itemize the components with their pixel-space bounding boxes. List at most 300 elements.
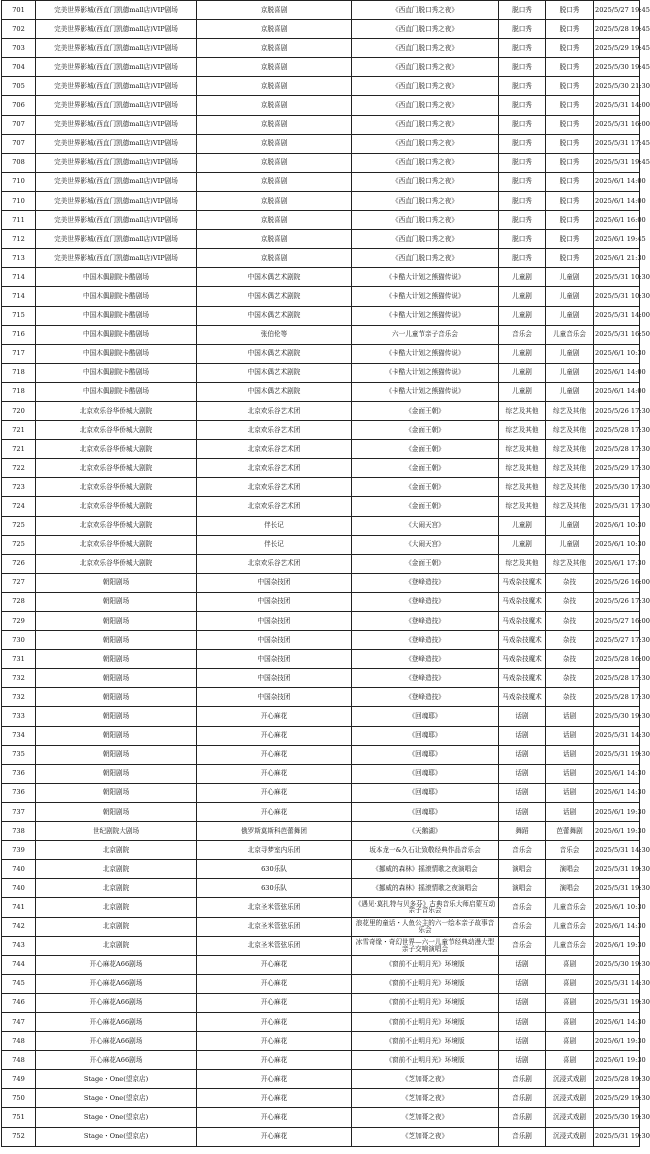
table-row xyxy=(2,39,640,58)
category-cell: 音乐会 xyxy=(499,917,546,936)
company-cell: 中国杂技团 xyxy=(197,573,352,592)
company-cell: 开心麻花 xyxy=(197,1012,352,1031)
title-cell: 《卡酷大计划之熊猫传说》 xyxy=(352,344,499,363)
title-cell: 《西直门脱口秀之夜》 xyxy=(352,96,499,115)
company-cell: 开心麻花 xyxy=(197,764,352,783)
category-cell: 话剧 xyxy=(499,1051,546,1070)
subcategory-cell: 话剧 xyxy=(546,707,594,726)
subcategory-cell: 综艺及其他 xyxy=(546,401,594,420)
datetime-cell: 2025/6/1 17:30 xyxy=(594,554,640,573)
venue-cell: 北京剧院 xyxy=(36,917,197,936)
table-row xyxy=(2,898,640,917)
venue-cell: 北京欢乐谷华侨城大剧院 xyxy=(36,554,197,573)
category-cell: 儿童剧 xyxy=(499,344,546,363)
table-row xyxy=(2,325,640,344)
subcategory-cell: 脱口秀 xyxy=(546,1,594,20)
company-cell: 北京欢乐谷艺术团 xyxy=(197,497,352,516)
datetime-cell: 2025/5/31 14:00 xyxy=(594,306,640,325)
company-cell: 开心麻花 xyxy=(197,1108,352,1127)
category-cell: 话剧 xyxy=(499,745,546,764)
title-cell: 《登峰造技》 xyxy=(352,669,499,688)
subcategory-cell: 儿童剧 xyxy=(546,287,594,306)
venue-cell: 朝阳剧场 xyxy=(36,650,197,669)
venue-cell: 北京欢乐谷华侨城大剧院 xyxy=(36,421,197,440)
title-cell: 《登峰造技》 xyxy=(352,631,499,650)
category-cell: 儿童剧 xyxy=(499,535,546,554)
venue-cell: 完美世界影城(西直门凯德mall店)VIP剧场 xyxy=(36,249,197,268)
subcategory-cell: 儿童剧 xyxy=(546,535,594,554)
title-cell: 《窗前不止明月光》环境版 xyxy=(352,1012,499,1031)
title-cell: 浪花里的童话・人鱼公主的六一绘本亲子故事音乐会 xyxy=(352,917,499,936)
row-number-cell: 745 xyxy=(2,974,36,993)
subcategory-cell: 脱口秀 xyxy=(546,115,594,134)
venue-cell: Stage・One(望京店) xyxy=(36,1127,197,1146)
venue-cell: 开心麻花A66剧场 xyxy=(36,974,197,993)
title-cell: 《大闹天宫》 xyxy=(352,516,499,535)
datetime-cell: 2025/5/30 19:45 xyxy=(594,58,640,77)
category-cell: 马戏杂技魔术 xyxy=(499,612,546,631)
subcategory-cell: 综艺及其他 xyxy=(546,440,594,459)
row-number-cell: 707 xyxy=(2,115,36,134)
table-row xyxy=(2,1127,640,1146)
table-row xyxy=(2,191,640,210)
venue-cell: 中国木偶剧院卡酷剧场 xyxy=(36,325,197,344)
row-number-cell: 708 xyxy=(2,153,36,172)
subcategory-cell: 话剧 xyxy=(546,726,594,745)
row-number-cell: 721 xyxy=(2,421,36,440)
row-number-cell: 737 xyxy=(2,802,36,821)
company-cell: 京脱喜剧 xyxy=(197,58,352,77)
datetime-cell: 2025/5/29 19:45 xyxy=(594,39,640,58)
category-cell: 脱口秀 xyxy=(499,20,546,39)
venue-cell: Stage・One(望京店) xyxy=(36,1089,197,1108)
datetime-cell: 2025/6/1 19:30 xyxy=(594,802,640,821)
category-cell: 脱口秀 xyxy=(499,172,546,191)
row-number-cell: 750 xyxy=(2,1089,36,1108)
table-row xyxy=(2,382,640,401)
datetime-cell: 2025/5/28 17:30 xyxy=(594,688,640,707)
title-cell: 《金面王朝》 xyxy=(352,440,499,459)
category-cell: 脱口秀 xyxy=(499,191,546,210)
company-cell: 京脱喜剧 xyxy=(197,191,352,210)
company-cell: 京脱喜剧 xyxy=(197,1,352,20)
venue-cell: 北京剧院 xyxy=(36,936,197,955)
table-row xyxy=(2,344,640,363)
category-cell: 脱口秀 xyxy=(499,134,546,153)
subcategory-cell: 喜剧 xyxy=(546,955,594,974)
subcategory-cell: 沉浸式戏剧 xyxy=(546,1108,594,1127)
subcategory-cell: 演唱会 xyxy=(546,860,594,879)
row-number-cell: 743 xyxy=(2,936,36,955)
category-cell: 马戏杂技魔术 xyxy=(499,592,546,611)
row-number-cell: 714 xyxy=(2,268,36,287)
table-row xyxy=(2,688,640,707)
venue-cell: 完美世界影城(西直门凯德mall店)VIP剧场 xyxy=(36,172,197,191)
datetime-cell: 2025/6/1 19:30 xyxy=(594,936,640,955)
title-cell: 《窗前不止明月光》环境版 xyxy=(352,993,499,1012)
table-row xyxy=(2,993,640,1012)
subcategory-cell: 脱口秀 xyxy=(546,39,594,58)
table-row xyxy=(2,631,640,650)
table-row xyxy=(2,535,640,554)
table-row xyxy=(2,974,640,993)
category-cell: 脱口秀 xyxy=(499,1,546,20)
company-cell: 中国杂技团 xyxy=(197,688,352,707)
datetime-cell: 2025/5/31 19:45 xyxy=(594,153,640,172)
datetime-cell: 2025/6/1 14:00 xyxy=(594,363,640,382)
row-number-cell: 723 xyxy=(2,478,36,497)
company-cell: 京脱喜剧 xyxy=(197,172,352,191)
subcategory-cell: 喜剧 xyxy=(546,1032,594,1051)
subcategory-cell: 儿童剧 xyxy=(546,363,594,382)
row-number-cell: 752 xyxy=(2,1127,36,1146)
table-row xyxy=(2,783,640,802)
subcategory-cell: 喜剧 xyxy=(546,993,594,1012)
table-row xyxy=(2,478,640,497)
table-row xyxy=(2,650,640,669)
subcategory-cell: 喜剧 xyxy=(546,1012,594,1031)
venue-cell: 完美世界影城(西直门凯德mall店)VIP剧场 xyxy=(36,191,197,210)
venue-cell: 北京欢乐谷华侨城大剧院 xyxy=(36,535,197,554)
title-cell: 《金面王朝》 xyxy=(352,478,499,497)
datetime-cell: 2025/5/27 17:30 xyxy=(594,631,640,650)
company-cell: 开心麻花 xyxy=(197,993,352,1012)
venue-cell: 世纪剧院大剧场 xyxy=(36,822,197,841)
table-row xyxy=(2,115,640,134)
company-cell: 京脱喜剧 xyxy=(197,249,352,268)
row-number-cell: 718 xyxy=(2,363,36,382)
venue-cell: 完美世界影城(西直门凯德mall店)VIP剧场 xyxy=(36,58,197,77)
venue-cell: 朝阳剧场 xyxy=(36,802,197,821)
subcategory-cell: 喜剧 xyxy=(546,1051,594,1070)
company-cell: 京脱喜剧 xyxy=(197,230,352,249)
category-cell: 舞蹈 xyxy=(499,822,546,841)
table-row xyxy=(2,153,640,172)
row-number-cell: 732 xyxy=(2,669,36,688)
company-cell: 伴长记 xyxy=(197,516,352,535)
row-number-cell: 729 xyxy=(2,612,36,631)
datetime-cell: 2025/6/1 10:30 xyxy=(594,898,640,917)
company-cell: 北京欢乐谷艺术团 xyxy=(197,421,352,440)
title-cell: 《西直门脱口秀之夜》 xyxy=(352,249,499,268)
subcategory-cell: 儿童剧 xyxy=(546,306,594,325)
datetime-cell: 2025/6/1 14:30 xyxy=(594,917,640,936)
table-row xyxy=(2,1012,640,1031)
venue-cell: 朝阳剧场 xyxy=(36,688,197,707)
category-cell: 话剧 xyxy=(499,726,546,745)
title-cell: 《芝加哥之夜》 xyxy=(352,1089,499,1108)
category-cell: 儿童剧 xyxy=(499,306,546,325)
category-cell: 脱口秀 xyxy=(499,58,546,77)
company-cell: 京脱喜剧 xyxy=(197,77,352,96)
row-number-cell: 711 xyxy=(2,211,36,230)
table-row xyxy=(2,936,640,955)
venue-cell: 完美世界影城(西直门凯德mall店)VIP剧场 xyxy=(36,20,197,39)
title-cell: 《西直门脱口秀之夜》 xyxy=(352,172,499,191)
subcategory-cell: 脱口秀 xyxy=(546,249,594,268)
datetime-cell: 2025/6/1 19:45 xyxy=(594,230,640,249)
datetime-cell: 2025/6/1 19:30 xyxy=(594,1051,640,1070)
row-number-cell: 740 xyxy=(2,879,36,898)
table-row xyxy=(2,1089,640,1108)
subcategory-cell: 话剧 xyxy=(546,745,594,764)
datetime-cell: 2025/5/28 17:30 xyxy=(594,440,640,459)
title-cell: 《回魂耶》 xyxy=(352,726,499,745)
company-cell: 北京欢乐谷艺术团 xyxy=(197,478,352,497)
subcategory-cell: 杂技 xyxy=(546,631,594,650)
subcategory-cell: 沉浸式戏剧 xyxy=(546,1089,594,1108)
datetime-cell: 2025/5/31 10:30 xyxy=(594,268,640,287)
category-cell: 儿童剧 xyxy=(499,516,546,535)
venue-cell: 朝阳剧场 xyxy=(36,745,197,764)
subcategory-cell: 话剧 xyxy=(546,764,594,783)
table-row xyxy=(2,287,640,306)
title-cell: 《西直门脱口秀之夜》 xyxy=(352,58,499,77)
title-cell: 《回魂耶》 xyxy=(352,802,499,821)
table-row xyxy=(2,401,640,420)
row-number-cell: 726 xyxy=(2,554,36,573)
datetime-cell: 2025/5/27 19:45 xyxy=(594,1,640,20)
company-cell: 京脱喜剧 xyxy=(197,115,352,134)
datetime-cell: 2025/5/26 16:00 xyxy=(594,573,640,592)
subcategory-cell: 儿童剧 xyxy=(546,382,594,401)
company-cell: 伴长记 xyxy=(197,535,352,554)
row-number-cell: 735 xyxy=(2,745,36,764)
title-cell: 《西直门脱口秀之夜》 xyxy=(352,39,499,58)
datetime-cell: 2025/6/1 14:00 xyxy=(594,191,640,210)
datetime-cell: 2025/6/1 19:30 xyxy=(594,822,640,841)
performance-schedule-table xyxy=(1,0,650,1147)
datetime-cell: 2025/5/28 19:45 xyxy=(594,20,640,39)
table-row xyxy=(2,764,640,783)
company-cell: 开心麻花 xyxy=(197,726,352,745)
venue-cell: 中国木偶剧院卡酷剧场 xyxy=(36,344,197,363)
datetime-cell: 2025/5/31 14:00 xyxy=(594,96,640,115)
subcategory-cell: 脱口秀 xyxy=(546,230,594,249)
row-number-cell: 744 xyxy=(2,955,36,974)
category-cell: 马戏杂技魔术 xyxy=(499,631,546,650)
category-cell: 话剧 xyxy=(499,1012,546,1031)
title-cell: 《卡酷大计划之熊猫传说》 xyxy=(352,363,499,382)
table-row xyxy=(2,879,640,898)
subcategory-cell: 综艺及其他 xyxy=(546,421,594,440)
table-row xyxy=(2,860,640,879)
category-cell: 话剧 xyxy=(499,764,546,783)
table-row xyxy=(2,459,640,478)
table-row xyxy=(2,841,640,860)
category-cell: 音乐剧 xyxy=(499,1127,546,1146)
venue-cell: 完美世界影城(西直门凯德mall店)VIP剧场 xyxy=(36,1,197,20)
venue-cell: 完美世界影城(西直门凯德mall店)VIP剧场 xyxy=(36,211,197,230)
venue-cell: 朝阳剧场 xyxy=(36,612,197,631)
company-cell: 中国杂技团 xyxy=(197,631,352,650)
table-row xyxy=(2,58,640,77)
venue-cell: Stage・One(望京店) xyxy=(36,1070,197,1089)
datetime-cell: 2025/6/1 14:30 xyxy=(594,783,640,802)
table-row xyxy=(2,745,640,764)
title-cell: 《西直门脱口秀之夜》 xyxy=(352,115,499,134)
venue-cell: 完美世界影城(西直门凯德mall店)VIP剧场 xyxy=(36,96,197,115)
table-row xyxy=(2,1070,640,1089)
subcategory-cell: 综艺及其他 xyxy=(546,497,594,516)
subcategory-cell: 杂技 xyxy=(546,650,594,669)
category-cell: 话剧 xyxy=(499,707,546,726)
row-number-cell: 722 xyxy=(2,459,36,478)
category-cell: 演唱会 xyxy=(499,879,546,898)
title-cell: 《登峰造技》 xyxy=(352,688,499,707)
venue-cell: 中国木偶剧院卡酷剧场 xyxy=(36,363,197,382)
datetime-cell: 2025/6/1 21:30 xyxy=(594,249,640,268)
table-row xyxy=(2,592,640,611)
row-number-cell: 746 xyxy=(2,993,36,1012)
category-cell: 音乐剧 xyxy=(499,1108,546,1127)
title-cell: 《窗前不止明月光》环境版 xyxy=(352,1032,499,1051)
datetime-cell: 2025/6/1 10:30 xyxy=(594,516,640,535)
table-row xyxy=(2,726,640,745)
subcategory-cell: 沉浸式戏剧 xyxy=(546,1070,594,1089)
title-cell: 《金面王朝》 xyxy=(352,401,499,420)
row-number-cell: 724 xyxy=(2,497,36,516)
title-cell: 《西直门脱口秀之夜》 xyxy=(352,1,499,20)
datetime-cell: 2025/5/31 14:30 xyxy=(594,726,640,745)
title-cell: 《西直门脱口秀之夜》 xyxy=(352,153,499,172)
company-cell: 开心麻花 xyxy=(197,802,352,821)
category-cell: 儿童剧 xyxy=(499,382,546,401)
datetime-cell: 2025/5/31 19:30 xyxy=(594,745,640,764)
venue-cell: 北京剧院 xyxy=(36,879,197,898)
company-cell: 中国杂技团 xyxy=(197,592,352,611)
row-number-cell: 732 xyxy=(2,688,36,707)
row-number-cell: 731 xyxy=(2,650,36,669)
table-row xyxy=(2,1108,640,1127)
venue-cell: Stage・One(望京店) xyxy=(36,1108,197,1127)
subcategory-cell: 儿童剧 xyxy=(546,516,594,535)
category-cell: 综艺及其他 xyxy=(499,440,546,459)
venue-cell: 朝阳剧场 xyxy=(36,573,197,592)
company-cell: 开心麻花 xyxy=(197,1051,352,1070)
title-cell: 《西直门脱口秀之夜》 xyxy=(352,211,499,230)
row-number-cell: 749 xyxy=(2,1070,36,1089)
title-cell: 《天鹅湖》 xyxy=(352,822,499,841)
venue-cell: 朝阳剧场 xyxy=(36,669,197,688)
datetime-cell: 2025/5/26 17:30 xyxy=(594,401,640,420)
company-cell: 中国木偶艺术剧院 xyxy=(197,306,352,325)
title-cell: 《回魂耶》 xyxy=(352,707,499,726)
table-row xyxy=(2,707,640,726)
table-row xyxy=(2,172,640,191)
subcategory-cell: 脱口秀 xyxy=(546,20,594,39)
table-row xyxy=(2,230,640,249)
title-cell: 六一儿童节亲子音乐会 xyxy=(352,325,499,344)
row-number-cell: 748 xyxy=(2,1051,36,1070)
table-row xyxy=(2,516,640,535)
venue-cell: 开心麻花A66剧场 xyxy=(36,1051,197,1070)
table-row xyxy=(2,497,640,516)
datetime-cell: 2025/5/28 17:30 xyxy=(594,421,640,440)
venue-cell: 北京欢乐谷华侨城大剧院 xyxy=(36,497,197,516)
venue-cell: 北京欢乐谷华侨城大剧院 xyxy=(36,478,197,497)
datetime-cell: 2025/5/31 14:30 xyxy=(594,841,640,860)
category-cell: 脱口秀 xyxy=(499,115,546,134)
row-number-cell: 718 xyxy=(2,382,36,401)
subcategory-cell: 综艺及其他 xyxy=(546,554,594,573)
title-cell: 《卡酷大计划之熊猫传说》 xyxy=(352,382,499,401)
venue-cell: 朝阳剧场 xyxy=(36,631,197,650)
subcategory-cell: 演唱会 xyxy=(546,879,594,898)
venue-cell: 北京剧院 xyxy=(36,898,197,917)
subcategory-cell: 儿童音乐会 xyxy=(546,325,594,344)
category-cell: 脱口秀 xyxy=(499,39,546,58)
datetime-cell: 2025/6/1 14:30 xyxy=(594,764,640,783)
company-cell: 开心麻花 xyxy=(197,783,352,802)
datetime-cell: 2025/6/1 14:00 xyxy=(594,172,640,191)
datetime-cell: 2025/5/31 19:30 xyxy=(594,860,640,879)
datetime-cell: 2025/6/1 14:30 xyxy=(594,1012,640,1031)
venue-cell: 北京剧院 xyxy=(36,841,197,860)
title-cell: 《登峰造技》 xyxy=(352,612,499,631)
subcategory-cell: 话剧 xyxy=(546,783,594,802)
table-row xyxy=(2,917,640,936)
title-cell: 《西直门脱口秀之夜》 xyxy=(352,230,499,249)
row-number-cell: 721 xyxy=(2,440,36,459)
venue-cell: 中国木偶剧院卡酷剧场 xyxy=(36,287,197,306)
row-number-cell: 716 xyxy=(2,325,36,344)
datetime-cell: 2025/6/1 16:00 xyxy=(594,211,640,230)
datetime-cell: 2025/6/1 10:30 xyxy=(594,344,640,363)
datetime-cell: 2025/5/26 17:30 xyxy=(594,592,640,611)
row-number-cell: 705 xyxy=(2,77,36,96)
venue-cell: 完美世界影城(西直门凯德mall店)VIP剧场 xyxy=(36,230,197,249)
venue-cell: 开心麻花A66剧场 xyxy=(36,993,197,1012)
datetime-cell: 2025/5/30 21:30 xyxy=(594,77,640,96)
table-row xyxy=(2,268,640,287)
row-number-cell: 707 xyxy=(2,134,36,153)
company-cell: 京脱喜剧 xyxy=(197,153,352,172)
table-body xyxy=(2,1,650,1147)
datetime-cell: 2025/5/31 17:30 xyxy=(594,497,640,516)
venue-cell: 完美世界影城(西直门凯德mall店)VIP剧场 xyxy=(36,134,197,153)
title-cell: 《窗前不止明月光》环境版 xyxy=(352,1051,499,1070)
title-cell: 《登峰造技》 xyxy=(352,592,499,611)
category-cell: 综艺及其他 xyxy=(499,401,546,420)
subcategory-cell: 儿童音乐会 xyxy=(546,898,594,917)
company-cell: 北京圣米管弦乐团 xyxy=(197,917,352,936)
category-cell: 马戏杂技魔术 xyxy=(499,650,546,669)
table-row xyxy=(2,249,640,268)
table-row xyxy=(2,211,640,230)
table-row xyxy=(2,20,640,39)
venue-cell: 中国木偶剧院卡酷剧场 xyxy=(36,268,197,287)
row-number-cell: 701 xyxy=(2,1,36,20)
venue-cell: 朝阳剧场 xyxy=(36,783,197,802)
company-cell: 俄罗斯莫斯科芭蕾舞团 xyxy=(197,822,352,841)
category-cell: 脱口秀 xyxy=(499,77,546,96)
table-row xyxy=(2,802,640,821)
row-number-cell: 714 xyxy=(2,287,36,306)
datetime-cell: 2025/5/31 19:30 xyxy=(594,1127,640,1146)
subcategory-cell: 脱口秀 xyxy=(546,172,594,191)
subcategory-cell: 芭蕾舞剧 xyxy=(546,822,594,841)
venue-cell: 北京剧院 xyxy=(36,860,197,879)
category-cell: 脱口秀 xyxy=(499,249,546,268)
category-cell: 音乐会 xyxy=(499,936,546,955)
category-cell: 脱口秀 xyxy=(499,211,546,230)
datetime-cell: 2025/5/31 19:30 xyxy=(594,993,640,1012)
category-cell: 音乐剧 xyxy=(499,1070,546,1089)
row-number-cell: 720 xyxy=(2,401,36,420)
row-number-cell: 706 xyxy=(2,96,36,115)
company-cell: 中国木偶艺术剧院 xyxy=(197,287,352,306)
